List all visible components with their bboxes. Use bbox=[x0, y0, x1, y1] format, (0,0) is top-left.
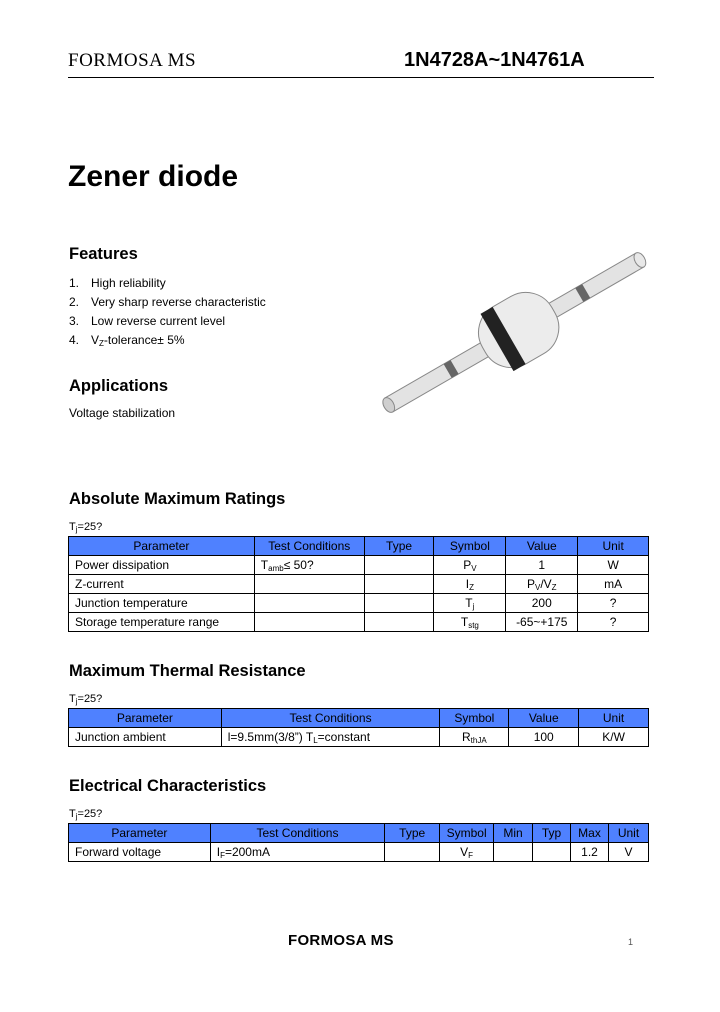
applications-text: Voltage stabilization bbox=[69, 406, 176, 420]
header-rule bbox=[68, 77, 654, 78]
table-row: Z-current $I_Z$ $P_V/V_Z$ mA bbox=[69, 575, 649, 594]
header-part-range: 1N4728A~1N4761A bbox=[404, 49, 585, 71]
col-header: Typ bbox=[533, 824, 571, 843]
table-header-row bbox=[69, 537, 649, 556]
col-header: Parameter bbox=[69, 824, 211, 843]
col-header: Value bbox=[506, 537, 578, 556]
features-heading: Features bbox=[69, 245, 138, 263]
col-header: Unit bbox=[578, 537, 649, 556]
col-header: Parameter bbox=[69, 537, 255, 556]
header-company: FORMOSA MS bbox=[68, 50, 197, 71]
col-header: Unit bbox=[579, 709, 649, 728]
feature-item: 4. $V_Z-tolerance\pm 5\%$ bbox=[69, 333, 185, 348]
col-header: Type bbox=[364, 537, 434, 556]
page-title: Zener diode bbox=[68, 160, 239, 193]
table-header-row bbox=[69, 709, 649, 728]
electrical-condition: $T_j=25$? bbox=[69, 808, 103, 821]
feature-item: 1. High reliability bbox=[69, 276, 166, 290]
col-header: Max bbox=[571, 824, 609, 843]
table-row: Forward voltage $I_F=200mA$ $V_F$ 1.2 V bbox=[69, 843, 649, 862]
table-row: Junction ambient l=9.5mm(3/8”) $T_L=constant$ $R_{thJA}$ 100 K/W bbox=[69, 728, 649, 747]
abs-max-heading: Absolute Maximum Ratings bbox=[69, 490, 286, 508]
diode-right-lead bbox=[541, 253, 644, 322]
col-header: Symbol bbox=[440, 824, 494, 843]
col-header: Symbol bbox=[434, 537, 506, 556]
table-row: Storage temperature range $T_{stg}$ -65~+175 ? bbox=[69, 613, 649, 632]
table-row: Power dissipation $T_{amb}\le 50$? $P_V$ 1 W bbox=[69, 556, 649, 575]
col-header: Test Conditions bbox=[254, 537, 364, 556]
diode-left-lead bbox=[385, 338, 497, 412]
col-header: Value bbox=[509, 709, 579, 728]
col-header: Test Conditions bbox=[210, 824, 385, 843]
electrical-table bbox=[68, 823, 649, 862]
page-number: 1 bbox=[628, 937, 634, 947]
col-header: Min bbox=[494, 824, 533, 843]
feature-item: 2. Very sharp reverse characteristic bbox=[69, 295, 266, 309]
col-header: Parameter bbox=[69, 709, 222, 728]
footer-company: FORMOSA MS bbox=[288, 932, 394, 949]
col-header: Unit bbox=[608, 824, 648, 843]
table-row: Junction temperature $T_j$ 200 ? bbox=[69, 594, 649, 613]
zener-diode-illustration bbox=[360, 240, 660, 430]
applications-heading: Applications bbox=[69, 377, 169, 395]
col-header: Test Conditions bbox=[221, 709, 440, 728]
thermal-condition: $T_j=25$? bbox=[69, 693, 103, 706]
thermal-table bbox=[68, 708, 649, 747]
thermal-heading: Maximum Thermal Resistance bbox=[69, 662, 306, 680]
feature-item: 3. Low reverse current level bbox=[69, 314, 226, 328]
abs-max-table bbox=[68, 536, 649, 632]
table-header-row bbox=[69, 824, 649, 843]
col-header: Type bbox=[385, 824, 440, 843]
abs-max-condition: $T_j=25$? bbox=[69, 521, 103, 534]
electrical-heading: Electrical Characteristics bbox=[69, 777, 267, 795]
features-list bbox=[69, 275, 266, 351]
col-header: Symbol bbox=[440, 709, 509, 728]
